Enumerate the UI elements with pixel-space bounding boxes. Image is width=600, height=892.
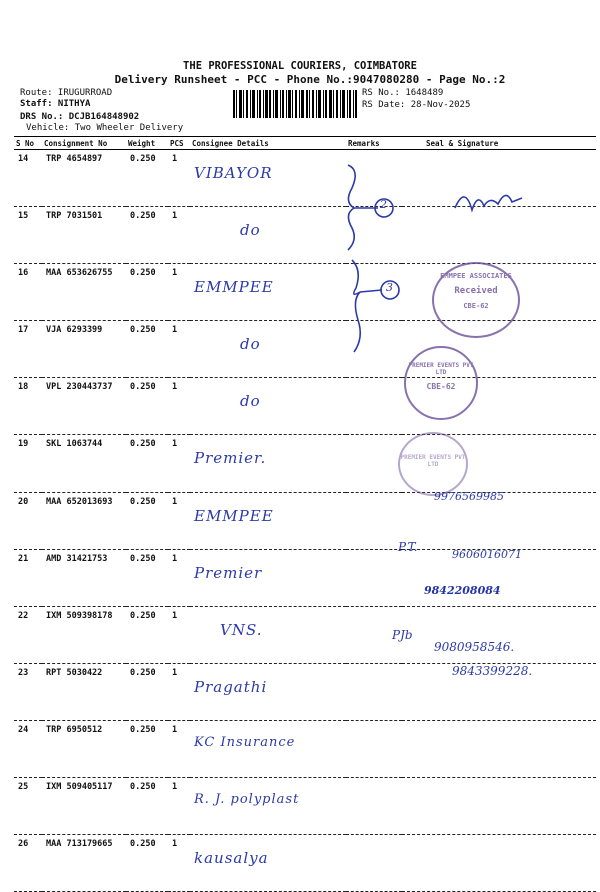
premier-stamp-faded-icon <box>398 432 468 496</box>
phone-row-22: 9976569985 <box>434 490 504 503</box>
row-pcs: 1 <box>168 492 190 549</box>
row-consignee: Premier <box>190 549 346 606</box>
table-row <box>14 492 596 549</box>
initials-row-25: PJb <box>392 628 413 642</box>
row-consignment: IXM 509405117 <box>42 778 126 835</box>
row-pcs: 1 <box>168 549 190 606</box>
table-row <box>14 606 596 663</box>
row-weight: 0.250 <box>126 207 168 264</box>
table-row <box>14 720 596 777</box>
col-sno: S No <box>14 137 42 150</box>
row-pcs: 1 <box>168 435 190 492</box>
row-consignee: EMMPEE <box>190 264 346 321</box>
col-consignee: Consignee Details <box>190 137 346 150</box>
row-consignee: VIBAYOR <box>190 150 346 207</box>
row-consignee: R. J. polyplast <box>190 778 346 835</box>
remark-group-2: 3 <box>386 281 393 294</box>
col-weight: Weight <box>126 137 168 150</box>
remarks-brace-icon <box>330 160 410 370</box>
row-remarks <box>346 492 402 549</box>
phone-row-23: 9606016071 <box>452 548 522 561</box>
row-weight: 0.250 <box>126 835 168 892</box>
row-consignment: MAA 652013693 <box>42 492 126 549</box>
premier-stamp-icon <box>404 346 478 420</box>
row-pcs: 1 <box>168 321 190 378</box>
row-remarks <box>346 549 402 606</box>
stamp-premier: PREMIER EVENTS PVT LTD <box>408 362 474 376</box>
row-seal <box>402 778 596 835</box>
row-consignment: RPT 5030422 <box>42 663 126 720</box>
row-consignee: do <box>190 207 346 264</box>
signature-scribble-icon <box>450 180 530 220</box>
row-pcs: 1 <box>168 663 190 720</box>
row-remarks <box>346 435 402 492</box>
row-consignee: kausalya <box>190 835 346 892</box>
row-sno: 18 <box>14 378 42 435</box>
row-remarks <box>346 835 402 892</box>
drs-label: DRS No.: DCJB164848902 <box>20 112 140 122</box>
stamp-company: EMMPEE ASSOCIATES <box>440 272 512 280</box>
stamp-received: Received <box>454 286 498 296</box>
row-consignee: do <box>190 378 346 435</box>
row-remarks <box>346 378 402 435</box>
row-seal <box>402 720 596 777</box>
table-row <box>14 321 596 378</box>
staff-label: Staff: NITHYA <box>20 99 91 109</box>
row-sno: 14 <box>14 150 42 207</box>
table-row <box>14 435 596 492</box>
phone-row-26: 9843399228. <box>452 664 533 678</box>
row-sno: 26 <box>14 835 42 892</box>
row-consignment: TRP 6950512 <box>42 720 126 777</box>
stamp-premier-cbe: CBE-62 <box>426 382 456 391</box>
row-pcs: 1 <box>168 264 190 321</box>
row-weight: 0.250 <box>126 663 168 720</box>
row-consignment: SKL 1063744 <box>42 435 126 492</box>
row-consignee: Premier. <box>190 435 346 492</box>
remark-group-1: 2 <box>380 198 387 211</box>
row-weight: 0.250 <box>126 321 168 378</box>
row-weight: 0.250 <box>126 606 168 663</box>
row-sno: 24 <box>14 720 42 777</box>
row-sno: 23 <box>14 663 42 720</box>
route-label: Route: IRUGURROAD <box>20 88 113 98</box>
row-weight: 0.250 <box>126 264 168 321</box>
table-row <box>14 378 596 435</box>
col-pcs: PCS <box>168 137 190 150</box>
row-seal <box>402 606 596 663</box>
stamp-cbe: CBE-62 <box>463 302 489 310</box>
barcode <box>233 90 357 118</box>
row-consignment: VJA 6293399 <box>42 321 126 378</box>
row-pcs: 1 <box>168 150 190 207</box>
row-weight: 0.250 <box>126 492 168 549</box>
row-pcs: 1 <box>168 720 190 777</box>
table-row <box>14 835 596 892</box>
initials-row-23: P.T. <box>398 540 418 554</box>
row-consignment: AMD 31421753 <box>42 549 126 606</box>
col-remarks: Remarks <box>346 137 402 150</box>
row-consignee: Pragathi <box>190 663 346 720</box>
row-weight: 0.250 <box>126 549 168 606</box>
table-row <box>14 778 596 835</box>
row-sno: 15 <box>14 207 42 264</box>
row-consignment: MAA 713179665 <box>42 835 126 892</box>
emmpee-stamp-icon <box>432 262 520 338</box>
row-sno: 22 <box>14 606 42 663</box>
row-sno: 20 <box>14 492 42 549</box>
row-sno: 17 <box>14 321 42 378</box>
row-consignee: do <box>190 321 346 378</box>
col-seal: Seal & Signature <box>402 137 596 150</box>
row-consignee: EMMPEE <box>190 492 346 549</box>
row-consignee: KC Insurance <box>190 720 346 777</box>
row-sno: 21 <box>14 549 42 606</box>
row-pcs: 1 <box>168 207 190 264</box>
row-weight: 0.250 <box>126 150 168 207</box>
row-remarks <box>346 778 402 835</box>
row-weight: 0.250 <box>126 720 168 777</box>
vehicle-label: Vehicle: Two Wheeler Delivery <box>26 123 184 133</box>
row-consignment: TRP 7031501 <box>42 207 126 264</box>
company-title: THE PROFESSIONAL COURIERS, COIMBATORE <box>183 60 417 72</box>
row-pcs: 1 <box>168 378 190 435</box>
row-sno: 25 <box>14 778 42 835</box>
row-remarks <box>346 663 402 720</box>
table-header-row <box>14 137 596 150</box>
row-sno: 19 <box>14 435 42 492</box>
row-seal <box>402 835 596 892</box>
row-consignment: TRP 4654897 <box>42 150 126 207</box>
rs-number: RS No.: 1648489 <box>362 88 444 98</box>
row-weight: 0.250 <box>126 778 168 835</box>
stamp-premier-faded: PREMIER EVENTS PVT LTD <box>400 454 466 468</box>
row-weight: 0.250 <box>126 435 168 492</box>
row-consignment: IXM 509398178 <box>42 606 126 663</box>
row-weight: 0.250 <box>126 378 168 435</box>
row-pcs: 1 <box>168 835 190 892</box>
row-pcs: 1 <box>168 778 190 835</box>
phone-row-25: 9080958546. <box>434 640 515 654</box>
row-remarks <box>346 720 402 777</box>
row-pcs: 1 <box>168 606 190 663</box>
col-consignment: Consignment No <box>42 137 126 150</box>
runsheet-table <box>14 136 596 892</box>
runsheet-subtitle: Delivery Runsheet - PCC - Phone No.:9047080280 - Page No.:2 <box>114 73 506 86</box>
phone-row-24: 9842208084 <box>424 584 501 597</box>
row-sno: 16 <box>14 264 42 321</box>
row-consignment: VPL 230443737 <box>42 378 126 435</box>
row-consignment: MAA 653626755 <box>42 264 126 321</box>
rs-date: RS Date: 28-Nov-2025 <box>362 100 471 110</box>
row-consignee: VNS. <box>190 606 346 663</box>
